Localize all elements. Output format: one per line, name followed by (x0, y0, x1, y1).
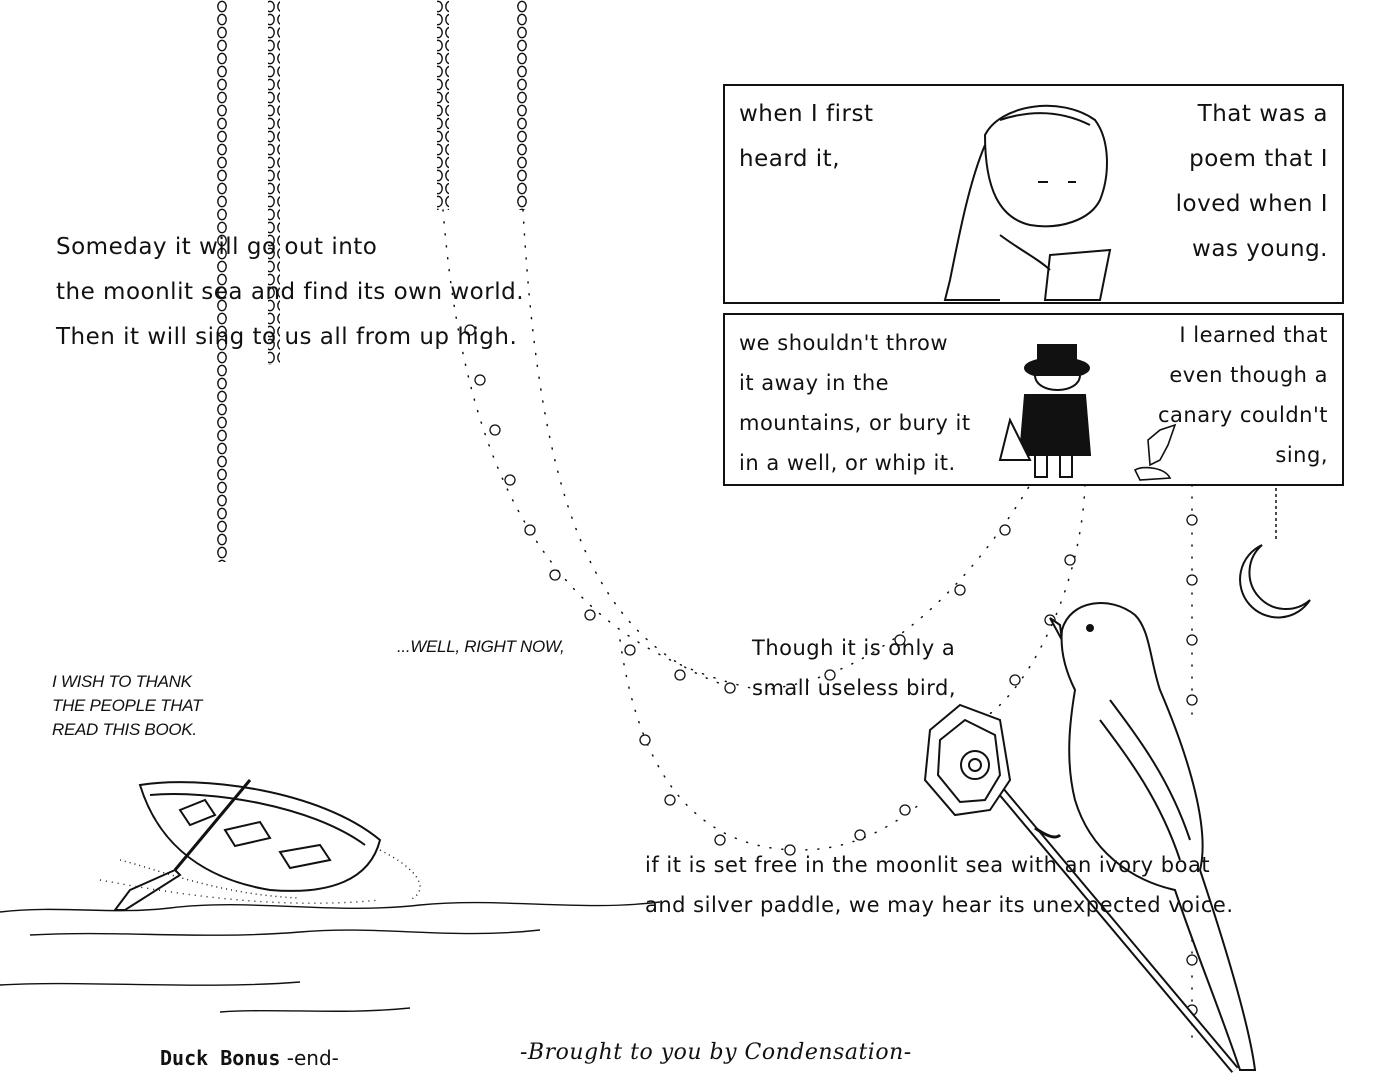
panel-line: That was a (1197, 101, 1328, 127)
panel-top-left-text (739, 92, 873, 182)
narration-block (56, 225, 524, 360)
narration-line: Then it will sing to us all from up high. (56, 324, 518, 350)
panel-line: poem that I (1189, 146, 1328, 172)
bird-line: small useless bird, (752, 676, 957, 700)
panel-line: in a well, or whip it. (739, 451, 956, 475)
bird-line: Though it is only a (752, 636, 956, 660)
panel-line: heard it, (739, 146, 841, 172)
bird-caption (752, 628, 956, 708)
panel-top (723, 84, 1344, 304)
panel-bottom (723, 313, 1344, 486)
free-line: and silver paddle, we may hear its unexpected voice. (645, 893, 1234, 917)
free-line: if it is set free in the moonlit sea with an ivory boat (645, 853, 1211, 877)
footer-end-text: -end- (280, 1046, 339, 1070)
footer-title-text: Duck Bonus (160, 1046, 281, 1070)
panel-line: when I first (739, 101, 874, 127)
panel-bottom-right-text (1158, 315, 1328, 475)
panel-bottom-left-text (739, 323, 971, 483)
panel-line: canary couldn't (1157, 403, 1328, 427)
panel-line: loved when I (1175, 191, 1328, 217)
thanks-caption (52, 670, 202, 742)
thanks-line: THE PEOPLE THAT (52, 696, 203, 715)
thanks-line: READ THIS BOOK. (52, 720, 197, 739)
panel-line: I learned that (1179, 323, 1328, 347)
canary-bird-icon (1050, 603, 1255, 1070)
panel-line: it away in the (739, 371, 890, 395)
panel-line: even though a (1169, 363, 1328, 387)
narration-line: Someday it will go out into (56, 234, 378, 260)
rowboat-icon (115, 780, 380, 910)
crescent-moon-icon (1240, 488, 1310, 617)
credit-text: -Brought to you by Condensation- (520, 1040, 912, 1065)
footer-title (160, 1046, 339, 1070)
narration-line: the moonlit sea and find its own world. (56, 279, 524, 305)
well-right-now-caption: ...WELL, RIGHT NOW, (397, 637, 565, 656)
panel-line: mountains, or bury it (739, 411, 971, 435)
thanks-line: I WISH TO THANK (52, 672, 192, 691)
panel-line: sing, (1275, 443, 1328, 467)
panel-line: we shouldn't throw (739, 331, 949, 355)
panel-line: was young. (1192, 236, 1328, 262)
panel-top-right-text (1176, 92, 1328, 272)
set-free-caption (645, 845, 1234, 925)
